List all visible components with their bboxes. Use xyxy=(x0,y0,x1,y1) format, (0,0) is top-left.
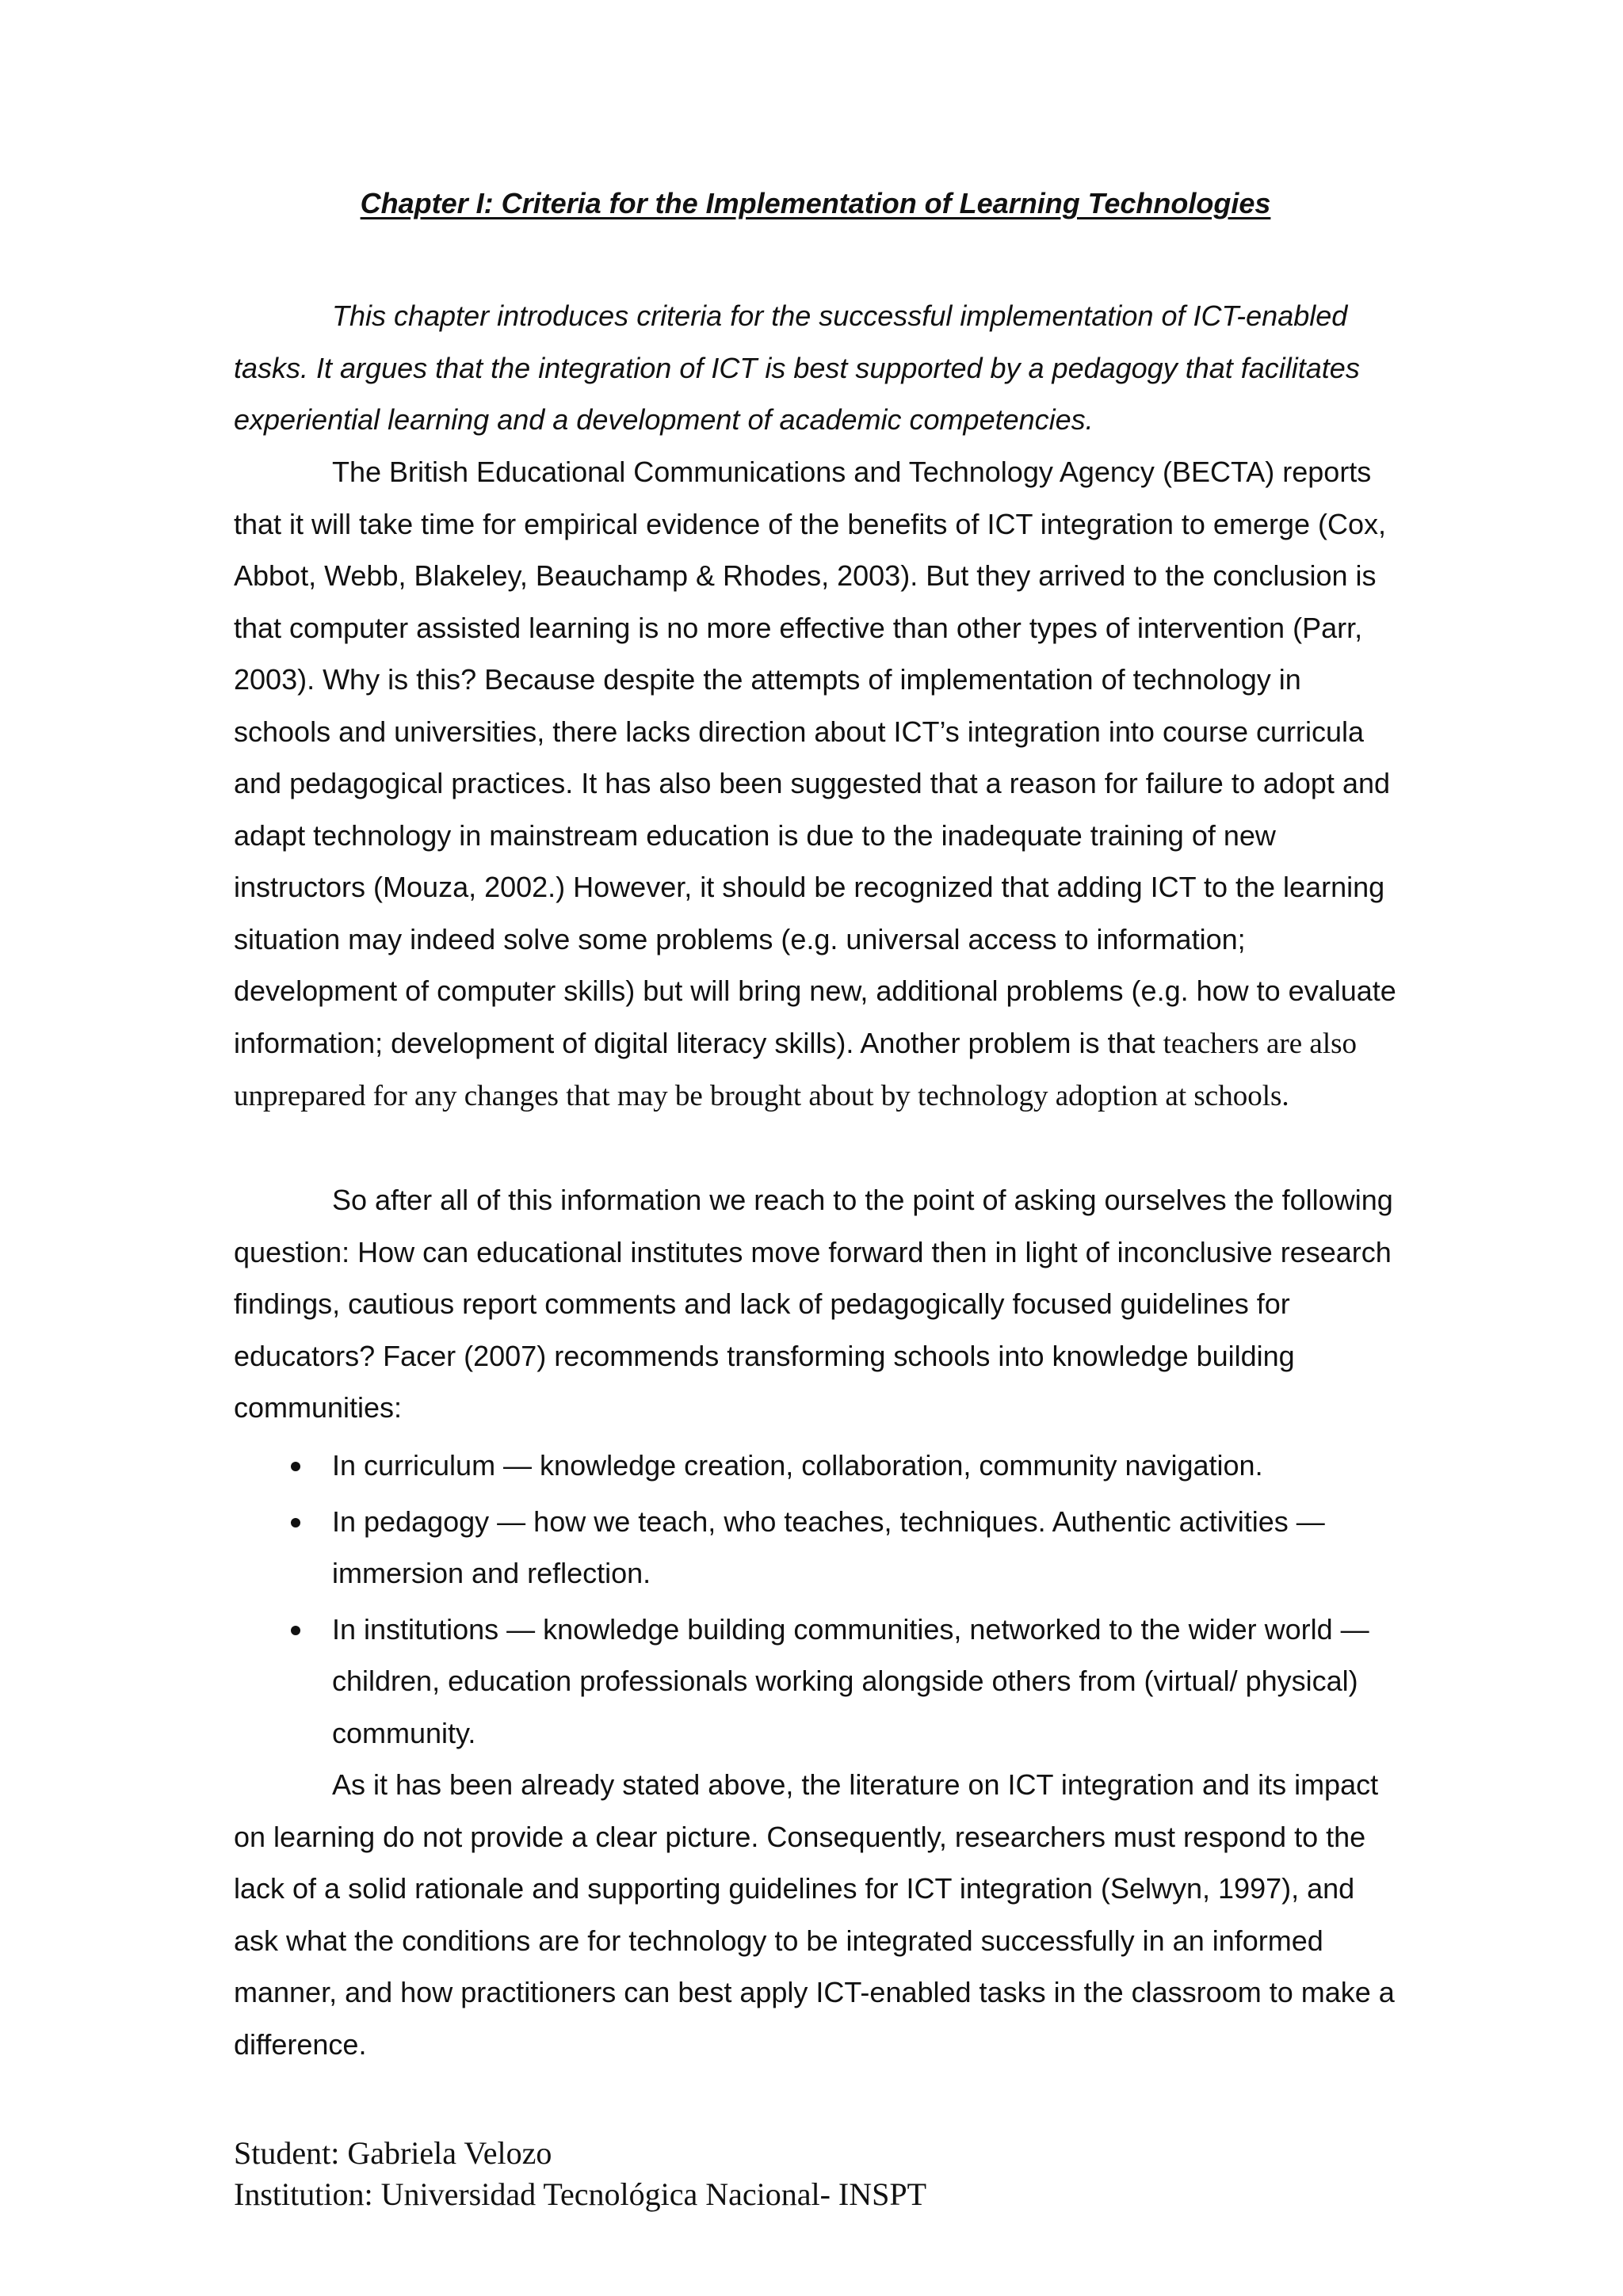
paragraph-3-text: As it has been already stated above, the literature on ICT integration and its impact on learning do not provide a clear picture. Consequently, researchers must respond to the lack of a solid rationale and supporting guidelines for ICT integration (Selwyn, 1997), and ask what the conditions are for technology to be integrated successfully in an informed manner, and how practitioners can best apply ICT-enabled tasks in the classroom to make a difference. xyxy=(234,1768,1395,2061)
paragraph-1-tail: teachers are also unprepared for any changes that may be brought about by technology adoption at schools. xyxy=(234,1027,1358,1112)
paragraph-1-text xyxy=(234,446,1399,1123)
student-name: Student: Gabriela Velozo xyxy=(234,2135,552,2171)
bullet-list xyxy=(234,1440,1407,1763)
abstract xyxy=(234,290,1399,446)
institution-name: Institution: Universidad Tecnológica Nacional- INSPT xyxy=(234,2176,927,2212)
abstract-text: This chapter introduces criteria for the successful implementation of ICT-enabled tasks. It argues that the integration of ICT is best supported by a pedagogy that facilitates experiential learning and a development of academic competencies. xyxy=(234,299,1360,436)
chapter-title: Chapter I: Criteria for the Implementation of Learning Technologies xyxy=(360,187,1271,219)
paragraph-3 xyxy=(234,1759,1399,2070)
footer xyxy=(234,2133,926,2215)
list-item: In curriculum — knowledge creation, collaboration, community navigation. xyxy=(234,1440,1407,1492)
paragraph-2-text: So after all of this information we reach to the point of asking ourselves the following question: How can educational institutes move forward then in light of inconclusive research findings, cautious report comments and lack of pedagogically focused guidelines for educators? Facer (2007) recommends transforming schools into knowledge building communities: xyxy=(234,1184,1393,1424)
list-item: In institutions — knowledge building communities, networked to the wider world — children, education professionals working alongside others from (virtual/ physical) community. xyxy=(234,1604,1407,1760)
list-item: In pedagogy — how we teach, who teaches, techniques. Authentic activities — immersion and reflection. xyxy=(234,1496,1407,1600)
paragraph-2 xyxy=(234,1174,1399,1434)
paragraph-1-main: The British Educational Communications and Technology Agency (BECTA) reports that it will take time for empirical evidence of the benefits of ICT integration to emerge (Cox, Abbot, Webb, Blakeley, Beauchamp & Rhodes, 2003). But they arrived to the conclusion is that computer assisted learning is no more effective than other types of intervention (Parr, 2003). Why is this? Because despite the attempts of implementation of technology in schools and universities, there lacks direction about ICT’s integration into course curricula and pedagogical practices. It has also been suggested that a reason for failure to adopt and adapt technology in mainstream education is due to the inadequate training of new instructors (Mouza, 2002.) However, it should be recognized that adding ICT to the learning situation may indeed solve some problems (e.g. universal access to information; development of computer skills) but will bring new, additional problems (e.g. how to evaluate information; development of digital literacy skills). Another problem is that xyxy=(234,456,1396,1059)
paragraph-1 xyxy=(234,446,1399,1123)
